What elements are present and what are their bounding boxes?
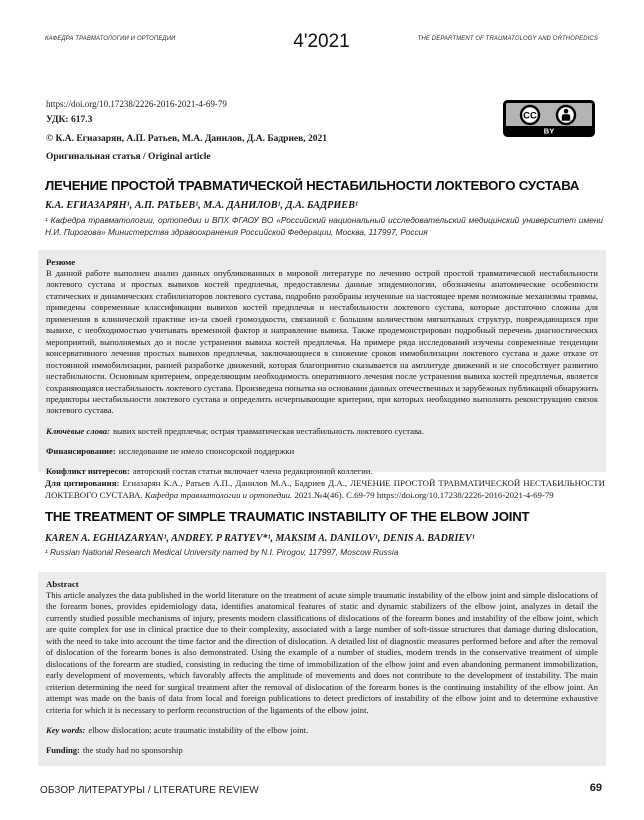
funding-row-ru (46, 446, 598, 457)
abstract-heading-ru: Резюме (46, 257, 76, 267)
keywords-text-en: elbow dislocation; acute traumatic instability of the elbow joint. (88, 724, 309, 735)
section-title: ОБЗОР ЛИТЕРАТУРЫ / LITERATURE REVIEW (40, 784, 259, 796)
funding-row-en (46, 745, 598, 756)
conflict-label-ru: Конфликт интересов: (46, 465, 130, 476)
running-head (45, 31, 598, 52)
funding-text-ru: исследование не имело спонсорской поддержки (118, 445, 295, 456)
page-footer (40, 782, 602, 798)
funding-label-ru: Финансирование: (46, 445, 116, 456)
svg-text:CC: CC (523, 110, 537, 122)
svg-text:BY: BY (543, 126, 555, 136)
keywords-row-ru (46, 426, 598, 437)
abstract-block-ru (38, 250, 606, 476)
conflict-row-ru (46, 466, 598, 477)
udc-code: УДК: 617.3 (46, 115, 93, 125)
affiliation-en: ¹ Russian National Research Medical University named by N.I. Pirogov, 117997, Moscow Russia (45, 547, 399, 557)
citation-label: Для цитирования: (45, 478, 120, 488)
citation-authors: Егиазарян К.А., Ратьев А.П., Данилов М.А., Бадриев Д.А., ЛЕЧЕНИЕ ПРОСТОЙ ТРАВМАТИЧЕСКОЙ НЕСТАБИЛЬНОСТИ ЛОКТЕВОГО СУСТАВА. (45, 478, 605, 500)
copyright-line: © К.А. Егиазарян, А.П. Ратьев, М.А. Данилов, Д.А. Бадриев, 2021 (46, 134, 328, 144)
doi-link[interactable]: https://doi.org/10.17238/2226-2016-2021-4-69-79 (46, 99, 227, 109)
citation-row (45, 477, 605, 501)
abstract-text-en: This article analyzes the data published in the world literature on the treatment of acute simple traumatic instability of the elbow joint and simple dislocations of the forearm bones, provides epidemiology data, identifies anatomical features of static and dynamic stabilizers of the elbow joint, analyzes in detail the currently studied possible mechanisms of injury, presents modern classifications of dislocations of the forearm bones and instability of the elbow joint, which are quite complex for use in clinical practice due to their complexity, associated with a large number of soft-tissue structures that damage during dislocation, with the need to take into account the time factor and the direction of dislocation. A detailed list of diagnostic measures performed before and after the removal of dislocation of the forearm bones is also demonstrated. Using the example of a number of studies, modern trends in the conservative treatment of simple dislocations of the forearm are studied, consisting in reducing the time of immobilization of the elbow joint and even abandoning permanent immobilization, early development of movements, which favorably affects the amplitude of movements and does not contribute to the development of instability. The main criterion determining the need for surgical treatment after the removal of dislocation of the forearm bones is the continuing instability of the elbow joint. An attempt was made on the basis of data from local and foreign publications to detect predictors of instability of the elbow joint and to determine exhaustive criteria for which it is necessary to perform reconstruction of the ligaments of the elbow joint. (46, 590, 598, 715)
citation-tail: 2021.№4(46). С.69-79 https://doi.org/10.17238/2226-2016-2021-4-69-79 (294, 490, 554, 500)
article-title-ru: ЛЕЧЕНИЕ ПРОСТОЙ ТРАВМАТИЧЕСКОЙ НЕСТАБИЛЬНОСТИ ЛОКТЕВОГО СУСТАВА (45, 178, 580, 193)
cc-by-badge-svg (503, 100, 595, 137)
cc-by-license-icon (503, 100, 595, 137)
running-head-journal-en: THE DEPARTMENT OF TRAUMATOLOGY AND ORTHOPEDICS (417, 35, 598, 42)
keywords-label-ru: Ключевые слова: (46, 425, 110, 436)
keywords-row-en (46, 725, 598, 736)
page-number: 69 (589, 782, 602, 794)
affiliation-ru: ¹ Кафедра травматологии, ортопедии и ВПХ ФГАОУ ВО «Российский национальный исследовательский медицинский университет имени Н.И. Пирогова» Министерства здравоохранения Российской Федерации, Москва, 117997, Россия (45, 215, 603, 237)
authors-en: KAREN A. EGHIAZARYAN¹, ANDREY. P RATYEV*¹, MAKSIM A. DANILOV¹, DENIS A. BADRIEV¹ (45, 533, 475, 544)
article-type-line: Оригинальная статья / Original article (46, 152, 211, 162)
funding-text-en: the study had no sponsorship (82, 744, 183, 755)
abstract-heading-en: Abstract (46, 579, 79, 589)
article-title-en: THE TREATMENT OF SIMPLE TRAUMATIC INSTABILITY OF THE ELBOW JOINT (45, 509, 530, 524)
keywords-text-ru: вывих костей предплечья; острая травматическая нестабильность локтевого сустава. (112, 425, 424, 436)
citation-journal: Кафедра травматологии и ортопедии. (144, 490, 293, 500)
authors-ru: К.А. ЕГИАЗАРЯН¹, А.П. РАТЬЕВ¹, М.А. ДАНИЛОВ¹, Д.А. БАДРИЕВ¹ (45, 200, 358, 211)
funding-label-en: Funding: (46, 744, 80, 755)
keywords-label-en: Key words: (46, 724, 86, 735)
abstract-text-ru: В данной работе выполнен анализ данных опубликованных в мировой литературе по лечению острой простой травматической нестабильности локтевого сустава и простых вывихов костей предплечья, предоставлены данные эпидемиологии, обозначены анатомические особенности статических и динамических стабилизаторов локтевого сустава, подробно разобраны изученные на настоящее время возможные механизмы травмы, приведены современные классификации вывихов костей предплечья и нестабильности локтевого сустава, которые достаточно сложны для применения в клинической практике из-за своей громоздкости, связанной с большим количеством мягкотканых структур, повреждающихся при вывихе, с необходимостью учитывать временной фактор и направление вывиха. Также продемонстрирован подробный перечень диагностических мероприятий, выполняемых до и после устранения вывиха костей предплечья. На примере ряда исследований изучены современные тенденции консервативного лечения простых вывихов предплечья, заключающиеся в снижение сроков иммобилизации локтевого сустава и даже отказе от постоянной иммобилизации, ранней разработке движений, которая благоприятно сказывается на амплитуде движений и не способствует развитию нестабильности. Основным критерием, определяющим необходимость оперативного лечения после устранения вывиха костей предплечья, является сохраняющаяся нестабильность локтевого сустава. Произведена попытка на основании данных отечественных и зарубежных публикаций обнаружить предикторы нестабильности локтевого сустава и определить исчерпывающие критерии, при которых необходимо выполнять реконструкцию связок локтевого сустава. (46, 268, 598, 416)
conflict-text-ru: авторский состав статьи включает члена редакционной коллегии. (132, 465, 373, 476)
abstract-block-en (38, 572, 606, 766)
issue-number: 4'2021 (293, 31, 350, 52)
running-head-journal-ru: КАФЕДРА ТРАВМАТОЛОГИИ И ОРТОПЕДИИ (45, 35, 176, 42)
